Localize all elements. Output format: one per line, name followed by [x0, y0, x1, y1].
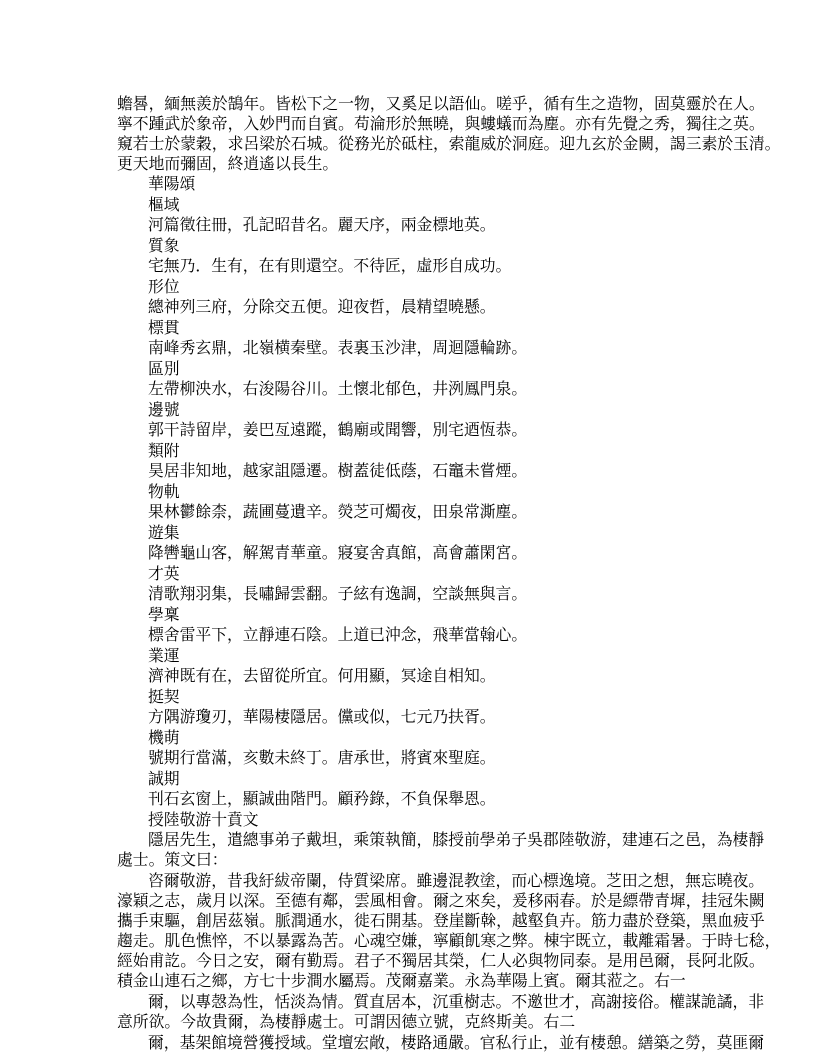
stanza-verse: 果林鬱餘柰，蔬圃蔓遺辛。熒芝可燭夜，田泉常澌塵。 [148, 502, 528, 521]
stanza-verse: 南峰秀玄鼎，北嶺横秦壁。表裏玉沙津，周迴隱輪跡。 [148, 338, 528, 357]
stanza-verse: 郭干詩留岸，姜巴亙遠蹤，鶴廟或聞響，別宅迺恆恭。 [148, 420, 528, 439]
intro-line: 寧不踵武於象帝，入妙門而自賓。苟淪形於無曉，與螻蟻而為塵。亦有先覺之秀，獨往之英。 [117, 114, 765, 133]
stanza-heading: 誠期 [148, 769, 180, 788]
stanza-heading: 機萌 [148, 728, 180, 747]
paragraph-line: 咨爾敬游，昔我紆紱帝闌，侍質梁席。雖邊混教塗，而心標逸境。芝田之想，無忘曉夜。 [148, 871, 765, 890]
stanza-verse: 總神列三府，分除交五便。迎夜哲，晨精望曉懸。 [148, 297, 496, 316]
essay-title: 授陸敬游十賁文 [148, 810, 259, 829]
stanza-verse: 刊石玄窗上，顯誠曲階門。顧矜錄，不負保舉恩。 [148, 789, 496, 808]
stanza-heading: 區別 [148, 359, 180, 378]
stanza-heading: 挺契 [148, 687, 180, 706]
stanza-heading: 邊號 [148, 400, 180, 419]
stanza-heading: 物軌 [148, 482, 180, 501]
stanza-verse: 標舍雷平下，立靜連石陰。上道已沖念，飛華當翰心。 [148, 625, 528, 644]
stanza-verse: 方隅游瓊刃，華陽棲隱居。儻或似，七元乃扶胥。 [148, 707, 496, 726]
paragraph-line: 爾，基架館境營獲授域。堂壇宏敞，棲路通嚴。官私行止，並有棲憩。繕築之勞，莫匪爾 [148, 1033, 765, 1052]
stanza-heading: 質象 [148, 236, 180, 255]
paragraph-line: 爾，以專愨為性，恬淡為情。質直居本，沉重樹志。不邀世才，高謝接俗。權謀詭譎，非 [148, 992, 765, 1011]
stanza-verse: 河篇徵往冊，孔記昭昔名。麗天序，兩金標地英。 [148, 215, 496, 234]
paragraph-line: 隱居先生，遣總事弟子戴坦，乘策執簡，膝授前學弟子吳郡陸敬游，建連石之邑，為棲靜 [148, 830, 765, 849]
stanza-verse: 昊居非知地，越家詛隱遷。樹蓋徒低蔭，石竈未嘗煙。 [148, 461, 528, 480]
paragraph-line: 趨走。肌色憔悴，不以暴露為苦。心魂空嫌，寧顧飢寒之弊。棟宇既立，載離霜暑。于時七稔， [117, 931, 781, 950]
ode-title: 華陽頌 [148, 174, 196, 193]
paragraph-line: 意所欲。今故貴爾，為棲靜處士。可謂因德立號，克終斯美。右二 [117, 1012, 576, 1031]
stanza-verse: 號期行當滿，亥數未終丁。唐承世，將賓來聖庭。 [148, 748, 496, 767]
stanza-heading: 才英 [148, 564, 180, 583]
stanza-heading: 學稟 [148, 605, 180, 624]
intro-line: 蟾晷，緬無羨於鵠年。皆松下之一物，又奚足以語仙。嗟乎，循有生之造物，固莫靈於在人。 [117, 94, 765, 113]
paragraph-line: 濠穎之志，歲月以深。至德有鄰，雲風相會。爾之來矣，爰移兩春。於是縹帶青墀，挂冠朱闕 [117, 891, 765, 910]
paragraph-line: 處士。策文曰： [117, 850, 228, 869]
stanza-verse: 左帶柳泱水，右浚陽谷川。土懷北郁色，井洌鳳門泉。 [148, 379, 528, 398]
paragraph-line: 攜手束驅，創居茲嶺。脈潤通水，徙石開基。登崖斷榦，越壑負卉。筋力盡於登築，黑血疲乎 [117, 911, 765, 930]
stanza-heading: 樞域 [148, 195, 180, 214]
intro-line: 窺若士於蒙穀，求呂梁於石城。從務光於砥柱，索龍威於洞庭。迎九玄於金闕，謁三素於玉清。 [117, 134, 781, 153]
stanza-heading: 標貫 [148, 318, 180, 337]
paragraph-line: 積金山連石之鄉，方七十步澗水屬焉。茂爾嘉業。永為華陽上賓。爾其蒞之。右一 [117, 971, 686, 990]
stanza-heading: 類附 [148, 441, 180, 460]
intro-line: 更天地而彌固，終逍遙以長生。 [117, 154, 339, 173]
paragraph-line: 經始甫訖。今日之安，爾有勤焉。君子不獨居其榮，仁人必與物同泰。是用邑爾，長阿北阪。 [117, 951, 765, 970]
stanza-verse: 濟神既有在，去留從所宜。何用顯，冥途自相知。 [148, 666, 496, 685]
stanza-heading: 遊集 [148, 523, 180, 542]
stanza-verse: 降轡龜山客，解駕青華童。寢宴舍真館，高會蕭閑宮。 [148, 543, 528, 562]
stanza-heading: 業運 [148, 646, 180, 665]
stanza-verse: 宅無乃．生有，在有則還空。不待匠，虛形自成功。 [148, 256, 512, 275]
stanza-heading: 形位 [148, 277, 180, 296]
stanza-verse: 清歌翔羽集，長嘯歸雲翻。子絃有逸調，空談無與言。 [148, 584, 528, 603]
